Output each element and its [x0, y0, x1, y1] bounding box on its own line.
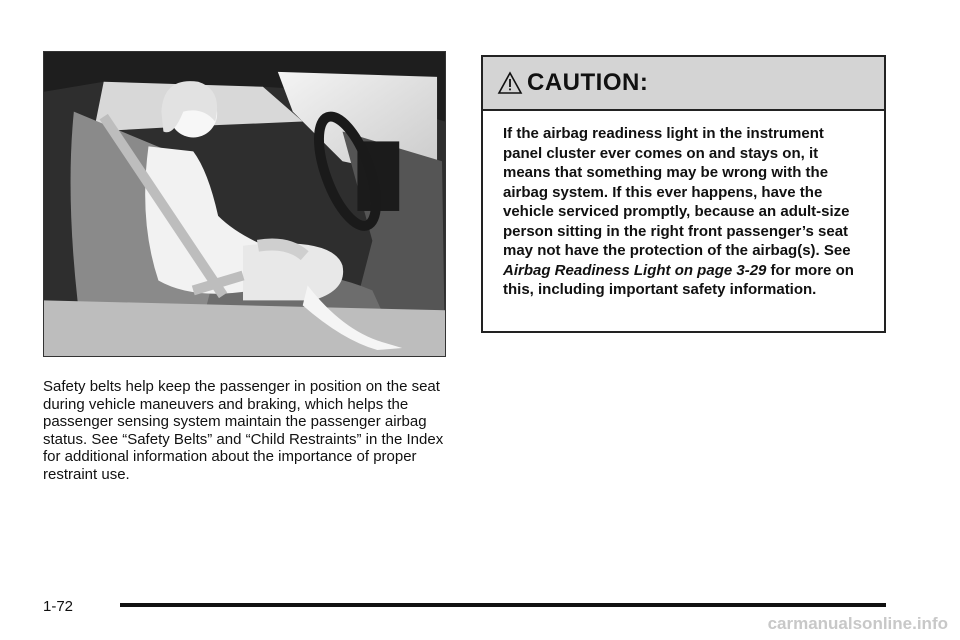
caution-text-after: for more on this, including important safety information. — [503, 261, 854, 298]
body-paragraph: Safety belts help keep the passenger in position on the seat during vehicle maneuvers and braking, which helps the passenger sensing system maintain the passenger airbag status. See “Safety Belts” and “Child Restraints” in the Index for additional information about the importance of proper restraint use. — [43, 378, 444, 483]
caution-text-before: If the airbag readiness light in the instrument panel cluster ever comes on and stays on, it means that something may be wrong with the airbag system. If this ever happens, have the vehicle serviced promptly, because an adult-size person sitting in the right front passenger’s seat may not have the protection of the airbag(s). See — [503, 125, 851, 259]
warning-triangle-icon — [497, 71, 523, 95]
caution-title: CAUTION: — [527, 69, 649, 96]
caution-reference-link: Airbag Readiness Light on page 3-29 — [503, 261, 767, 279]
caution-text — [483, 111, 884, 300]
footer-rule — [120, 603, 886, 607]
page-number: 1-72 — [43, 598, 74, 615]
watermark: carmanualsonline.info — [767, 614, 948, 633]
caution-header — [483, 57, 884, 111]
illustration-graphic — [44, 52, 445, 356]
caution-box — [481, 55, 886, 333]
passenger-seatbelt-illustration — [43, 51, 446, 357]
